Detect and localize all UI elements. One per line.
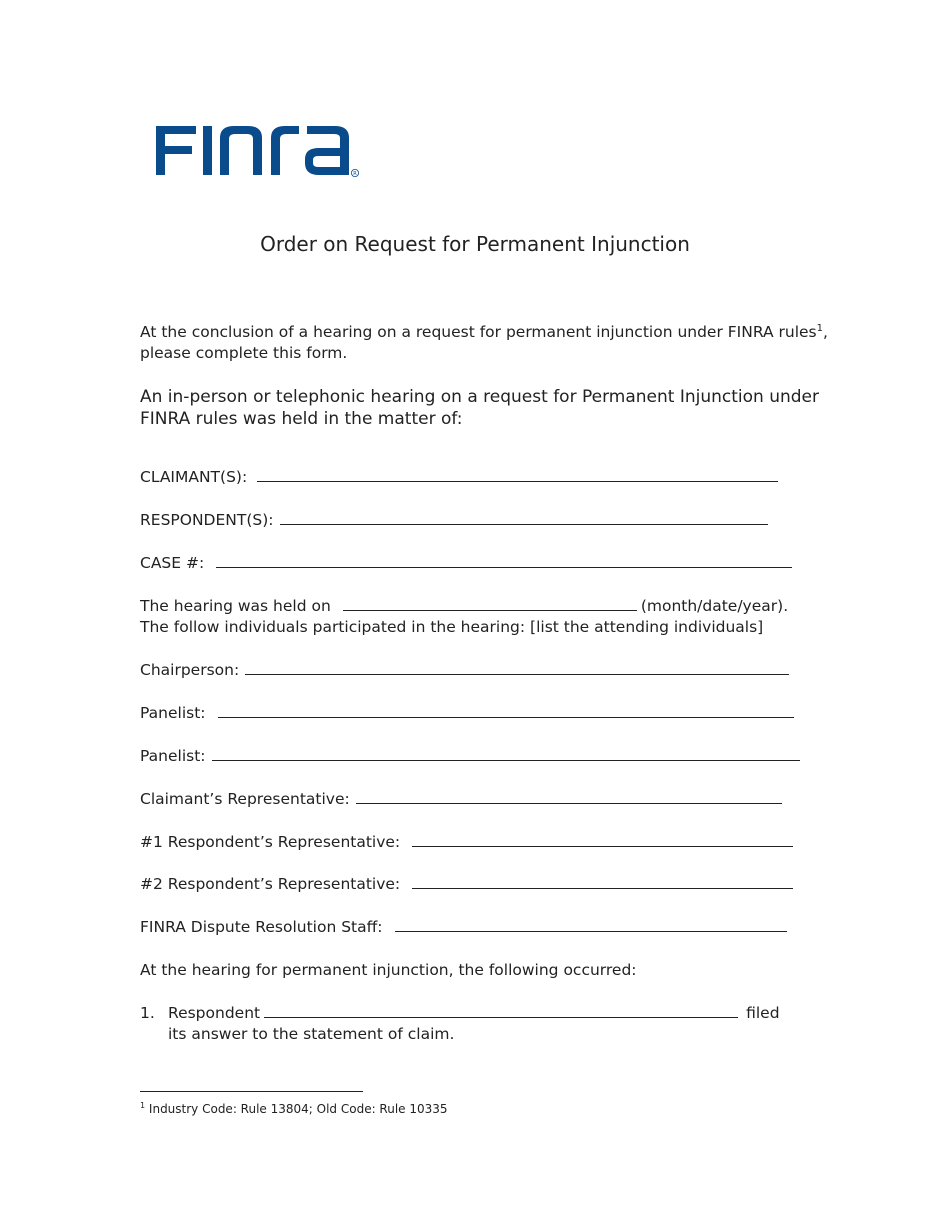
intro-text: At the conclusion of a hearing on a request for permanent injunction under FINRA rules (140, 323, 817, 341)
item-1-suffix: filed (746, 1004, 780, 1022)
footnote (140, 1101, 448, 1117)
footnote-divider (140, 1091, 363, 1092)
respondent-rep-1-label: #1 Respondent’s Representative: (140, 833, 401, 851)
hearing-date-input[interactable] (343, 596, 637, 611)
item-1-continuation: its answer to the statement of claim. (168, 1025, 455, 1043)
respondents-label: RESPONDENT(S): (140, 511, 274, 529)
footnote-text: Industry Code: Rule 13804; Old Code: Rule 10335 (148, 1102, 448, 1116)
respondent-rep-1-field-row (140, 832, 793, 853)
panelist-1-input[interactable] (218, 703, 794, 718)
hearing-date-prefix: The hearing was held on (140, 597, 331, 615)
panelist-2-label: Panelist: (140, 747, 206, 765)
intro-paragraph (140, 322, 830, 364)
case-number-input[interactable] (216, 553, 792, 568)
finra-logo-letters (156, 126, 349, 175)
chairperson-label: Chairperson: (140, 661, 240, 679)
respondent-rep-2-field-row (140, 874, 793, 895)
respondent-rep-2-input[interactable] (412, 874, 793, 889)
item-1-prefix: Respondent (168, 1004, 261, 1022)
footnote-reference[interactable]: 1 (816, 322, 824, 334)
panelist-2-input[interactable] (212, 746, 800, 761)
item-1-row (140, 1003, 780, 1024)
panelist-1-field-row (140, 703, 794, 724)
finra-staff-input[interactable] (395, 917, 787, 932)
claimant-rep-field-row (140, 789, 782, 810)
claimants-label: CLAIMANT(S): (140, 468, 248, 486)
form-title: Order on Request for Permanent Injunction (260, 232, 690, 256)
hearing-date-row (140, 596, 788, 617)
footnote-marker: 1 (140, 1101, 146, 1110)
claimants-input[interactable] (257, 467, 778, 482)
chairperson-field-row (140, 660, 789, 681)
case-number-field-row (140, 553, 792, 574)
item-1-respondent-input[interactable] (264, 1003, 738, 1018)
claimants-field-row (140, 467, 778, 488)
respondents-input[interactable] (280, 510, 768, 525)
item-1-number: 1. (140, 1004, 155, 1022)
finra-staff-field-row (140, 917, 787, 938)
registered-mark (351, 169, 358, 176)
finra-logo-graphic (154, 124, 364, 180)
panelist-1-label: Panelist: (140, 704, 206, 722)
respondents-field-row (140, 510, 768, 531)
claimant-rep-label: Claimant’s Representative: (140, 790, 350, 808)
hearing-date-suffix: (month/date/year). (640, 597, 789, 615)
panelist-2-field-row (140, 746, 800, 767)
finra-logo (154, 124, 364, 180)
svg-text:R: R (353, 170, 357, 177)
finra-staff-label: FINRA Dispute Resolution Staff: (140, 918, 383, 936)
chairperson-input[interactable] (245, 660, 789, 675)
intro-text-end: , please complete this form. (140, 323, 828, 362)
respondent-rep-1-input[interactable] (412, 832, 793, 847)
occurred-heading: At the hearing for permanent injunction, the following occurred: (140, 961, 637, 979)
case-number-label: CASE #: (140, 554, 205, 572)
hearing-statement: An in-person or telephonic hearing on a request for Permanent Injunction under FINRA rules was held in the matter of: (140, 387, 819, 429)
participants-intro: The follow individuals participated in the hearing: [list the attending individuals] (140, 618, 764, 636)
claimant-rep-input[interactable] (356, 789, 782, 804)
respondent-rep-2-label: #2 Respondent’s Representative: (140, 875, 401, 893)
